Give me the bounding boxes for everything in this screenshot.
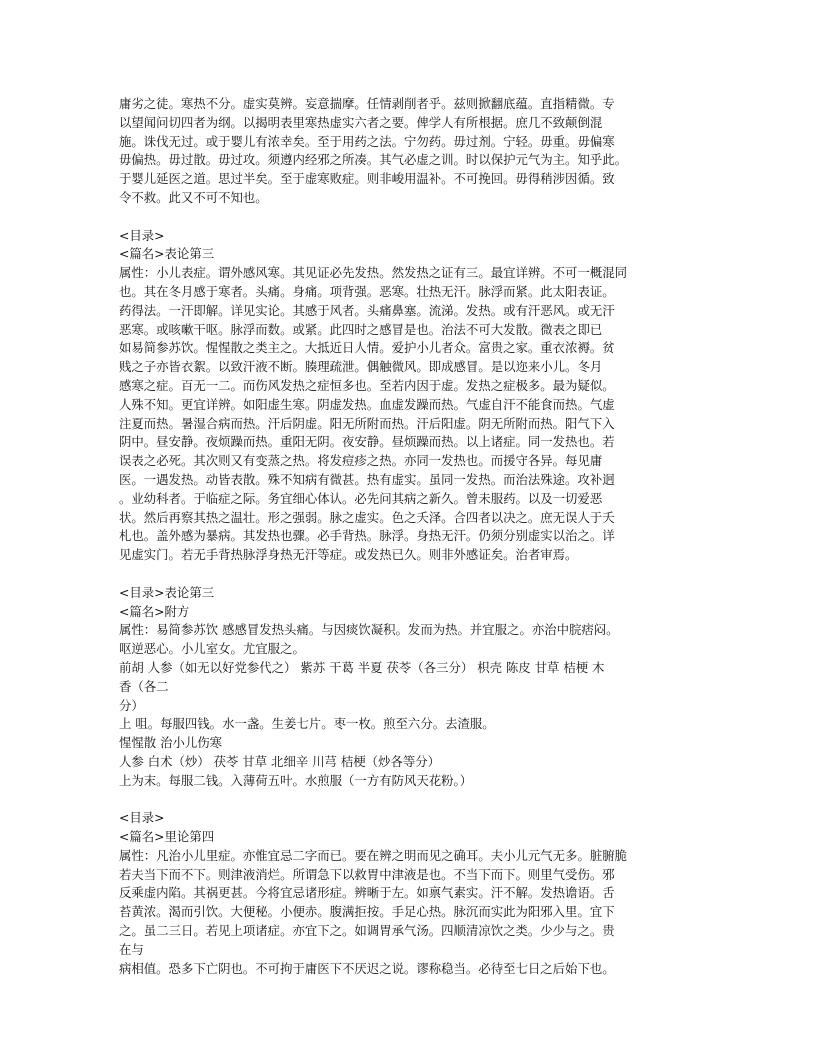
text-line: 施。诛伐无过。或于婴儿有浓幸矣。至于用药之法。宁勿药。毋过剂。宁轻。毋重。毋偏寒	[119, 133, 615, 149]
text-line: 呕逆恶心。小儿室女。尤宜服之。	[119, 641, 305, 657]
text-line: 药得法。一汗即解。详见实论。其感于风者。头痛鼻塞。流涕。发热。或有汗恶风。或无汗	[119, 302, 615, 318]
text-line: 病相值。恐多下亡阴也。不可拘于庸医下不厌迟之说。谬称稳当。必待至七日之后始下也。	[119, 960, 615, 976]
text-line: 苔黄浓。渴而引饮。大便秘。小便赤。腹满拒按。手足心热。脉沉而实此为阳邪入里。宜下	[119, 904, 615, 920]
catalog-tag: <目录>表论第三	[119, 584, 215, 600]
document-page	[119, 95, 699, 997]
text-line: 属性：小儿表症。谓外感风寒。其见证必先发热。然发热之证有三。最宜详辨。不可一概混同	[119, 265, 628, 281]
chapter-title: <篇名>表论第三	[119, 246, 215, 262]
text-line: 。业幼科者。于临症之际。务宜细心体认。必先问其病之新久。曾未服药。以及一切爱恶	[119, 490, 603, 506]
text-line: 也。其在冬月感于寒者。头痛。身痛。项背强。恶寒。壮热无汗。脉浮而紧。此太阳表证。	[119, 283, 615, 299]
text-line: 阴中。昼安静。夜烦躁而热。重阳无阴。夜安静。昼烦躁而热。以上诸症。同一发热也。若	[119, 434, 615, 450]
text-line: 医。一遇发热。动皆表散。殊不知病有微甚。热有虚实。虽同一发热。而治法殊途。攻补迥	[119, 471, 615, 487]
text-line: 反乘虚内陷。其祸更甚。今将宜忌诸形症。辨晰于左。如禀气素实。汗不解。发热谵语。舌	[119, 885, 615, 901]
text-line: 之。虽二三日。若见上项诸症。亦宜下之。如调胃承气汤。四顺清凉饮之类。少少与之。贵	[119, 923, 615, 939]
text-line: 惺惺散 治小儿伤寒	[119, 735, 223, 751]
text-line: 人参 白术（炒） 茯苓 甘草 北细辛 川芎 桔梗（炒各等分）	[119, 753, 441, 769]
text-line: 恶寒。或咳嗽干呕。脉浮而数。或紧。此四时之感冒是也。治法不可大发散。微表之即已	[119, 321, 603, 337]
text-line: 上 咀。每服四钱。水一盏。生姜七片。枣一枚。煎至六分。去渣服。	[119, 716, 495, 732]
chapter-li-lun	[119, 809, 699, 978]
text-line: 前胡 人参（如无以好党参代之） 紫苏 干葛 半夏 茯苓（各三分） 枳壳 陈皮 甘草 桔梗 木	[119, 659, 605, 675]
text-line: 注夏而热。暑湿合病而热。汗后阴虚。阳无所附而热。汗后阳虚。阴无所附而热。阳气下入	[119, 415, 615, 431]
text-line: 分）	[119, 697, 144, 713]
text-line: 属性：易简参苏饮 感感冒发热头痛。与因痰饮凝积。发而为热。并宜服之。亦治中脘痞闷。	[119, 622, 619, 638]
catalog-tag: <目录>	[119, 810, 165, 826]
text-line: 状。然后再察其热之温壮。形之强弱。脉之虚实。色之夭泽。合四者以决之。庶无误人于夭	[119, 509, 615, 525]
text-line: 属性：凡治小儿里症。亦惟宜忌二字而已。要在辨之明而见之确耳。夫小儿元气无多。脏腑脆	[119, 847, 628, 863]
text-line: 在与	[119, 941, 144, 957]
text-line: 于婴儿延医之道。思过半矣。至于虚寒败症。则非峻用温补。不可挽回。毋得稍涉因循。致	[119, 171, 615, 187]
text-line: 贱之子亦皆衣絮。以致汗液不断。腠理疏泄。偶触微风。即成感冒。是以迩来小儿。冬月	[119, 359, 603, 375]
text-line: 上为末。每服二钱。入薄荷五叶。水煎服（一方有防风天花粉。）	[119, 772, 473, 788]
text-line: 香（各二	[119, 678, 169, 694]
catalog-tag: <目录>	[119, 227, 165, 243]
chapter-fu-fang	[119, 584, 699, 791]
text-line: 庸劣之徒。寒热不分。虚实莫辨。妄意揣摩。任情剥削者乎。兹则掀翻底蕴。直指精微。专	[119, 96, 615, 111]
text-line: 毋偏热。毋过散。毋过攻。须遵内经邪之所凑。其气必虚之训。时以保护元气为主。知乎此。	[119, 152, 628, 168]
intro-paragraph	[119, 95, 699, 208]
text-line: 感寒之症。百无一二。而伤风发热之症恒多也。至若内因于虚。发热之症极多。最为疑似。	[119, 377, 615, 393]
chapter-title: <篇名>附方	[119, 603, 190, 619]
text-line: 误表之必死。其次则又有变蒸之热。将发痘疹之热。亦同一发热也。而援守各异。每见庸	[119, 453, 603, 469]
text-line: 札也。盖外感为暴病。其发热也骤。必手背热。脉浮。身热无汗。仍须分别虚实以治之。详	[119, 528, 615, 544]
text-line: 见虚实门。若无手背热脉浮身热无汗等症。或发热已久。则非外感证矣。治者审焉。	[119, 547, 578, 563]
text-line: 如易简参苏饮。惺惺散之类主之。大抵近日人情。爱护小儿者众。富贵之家。重衣浓褥。贫	[119, 340, 615, 356]
chapter-biao-lun	[119, 227, 699, 565]
chapter-title: <篇名>里论第四	[119, 829, 215, 845]
text-line: 人殊不知。更宜详辨。如阳虚生寒。阴虚发热。血虚发躁而热。气虚自汗不能食而热。气虚	[119, 396, 615, 412]
text-line: 若夫当下而不下。则津液消烂。所谓急下以救胃中津液是也。不当下而下。则里气受伤。邪	[119, 866, 615, 882]
text-line: 以望闻问切四者为纲。以揭明表里寒热虚实六者之要。俾学人有所根据。庶几不致颠倒混	[119, 114, 603, 130]
text-line: 令不救。此又不可不知也。	[119, 189, 268, 205]
